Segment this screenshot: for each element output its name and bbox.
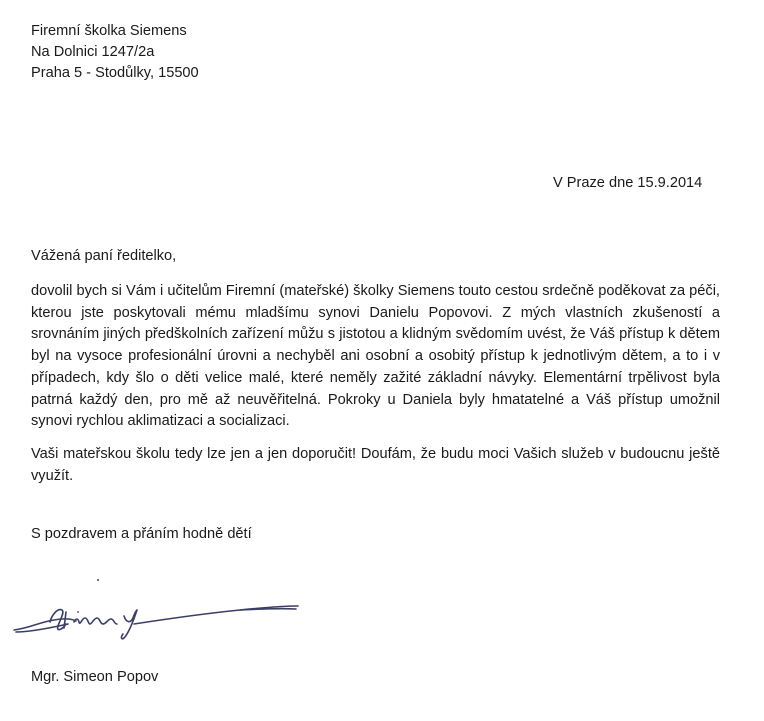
handwritten-signature — [10, 578, 310, 648]
date-line: V Praze dne 15.9.2014 — [553, 175, 703, 191]
sender-address — [31, 21, 199, 84]
closing-line: S pozdravem a přáním hodně dětí — [31, 526, 252, 542]
signer-name: Mgr. Simeon Popov — [31, 669, 159, 685]
salutation: Vážená paní ředitelko, — [31, 248, 177, 264]
letter-body — [31, 281, 720, 487]
body-paragraph-1: dovolil bych si Vám i učitelům Firemní (mateřské) školky Siemens touto cestou srdečně poděkovat za péči, kterou jste poskytovali mému mladšímu synovi Danielu Popovovi. Z mých vlastních zkušeností a srovnáním jiných předškolních zařízení můžu s jistotou a klidným svědomím uvést, že Váš přístup k dětem byl na vysoce profesionální úrovni a nechyběl ani osobní a osobitý přístup k jednotlivým dětem, a to i v případech, kdy šlo o děti velice malé, které neměly zažité základní návyky. Elementární trpělivost byla patrná každý den, pro mě až neuvěřitelná. Pokroky u Daniela byly hmatatelné a Váš přístup umožnil synovi rychlou aklimatizaci a socializaci. — [31, 283, 720, 430]
sender-city: Praha 5 - Stodůlky, 15500 — [31, 65, 199, 81]
body-paragraph-2: Vaši mateřskou školu tedy lze jen a jen doporučit! Doufám, že budu moci Vašich služeb v budoucnu ještě využít. — [31, 445, 720, 484]
sender-name: Firemní školka Siemens — [31, 23, 187, 39]
sender-street: Na Dolnici 1247/2a — [31, 44, 155, 60]
